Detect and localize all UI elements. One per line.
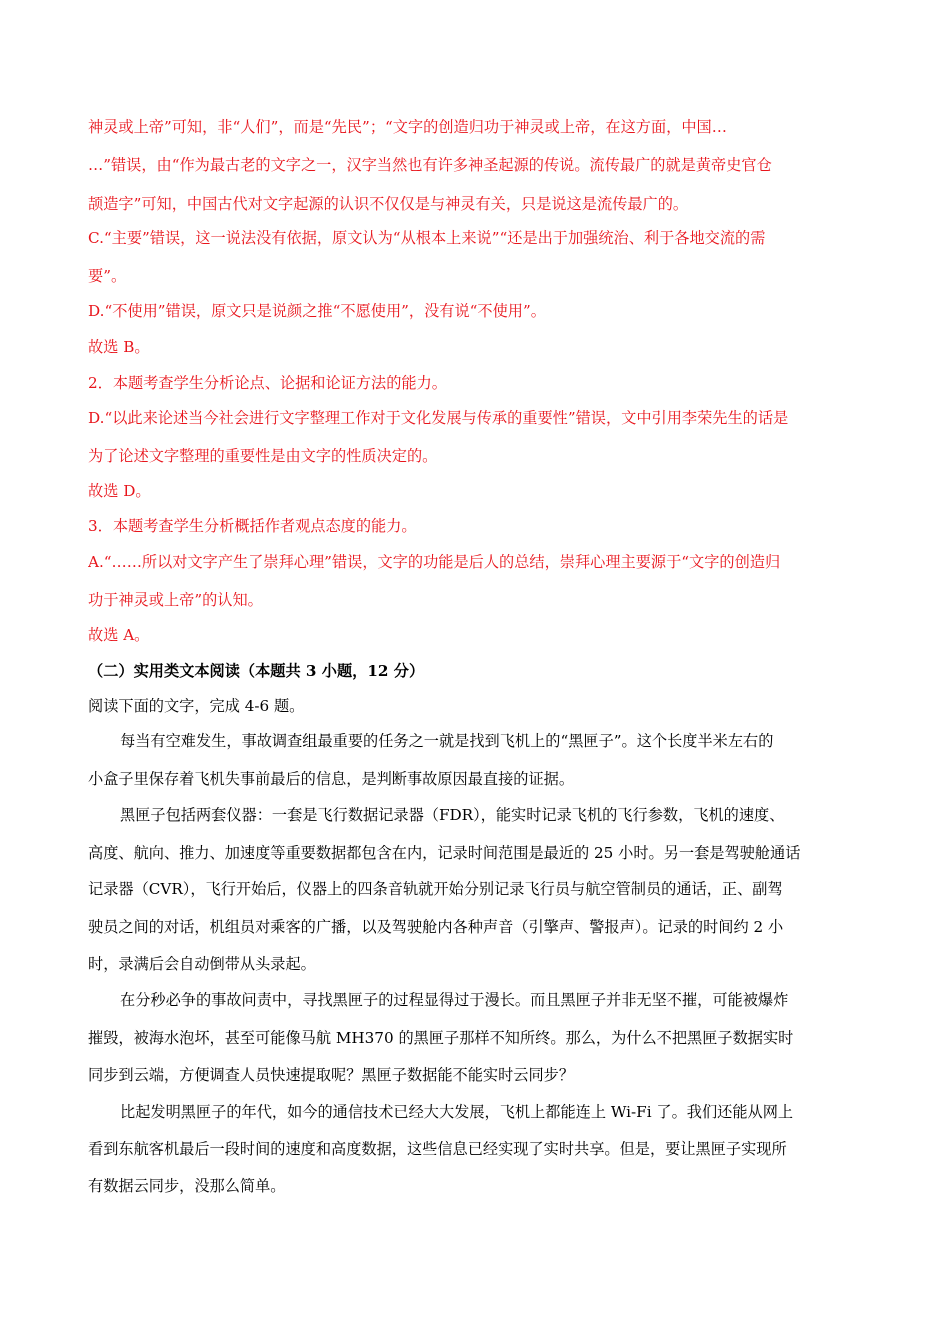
passage-line-3: 黑匣子包括两套仪器：一套是飞行数据记录器（FDR），能实时记录飞机的飞行参数，飞机的速度、 [120,806,785,824]
passage-line-10: 同步到云端，方便调查人员快速提取呢？黑匣子数据能不能实时云同步？ [88,1066,574,1084]
passage-line-2: 小盒子里保存着飞机失事前最后的信息，是判断事故原因最直接的证据。 [88,770,574,788]
answer-line-7: 故选 B。 [88,338,150,356]
answer-line-9: D.“以此来论述当今社会进行文字整理工作对于文化发展与传承的重要性”错误，文中引用李荣先生的话是 [88,409,789,427]
answer-line-11: 故选 D。 [88,482,151,500]
section-instruction: 阅读下面的文字，完成 4-6 题。 [88,697,305,715]
answer-line-2: …”错误，由“作为最古老的文字之一，汉字当然也有许多神圣起源的传说。流传最广的就是黄帝史官仓 [88,156,772,174]
passage-line-13: 有数据云同步，没那么简单。 [88,1177,286,1195]
passage-line-12: 看到东航客机最后一段时间的速度和高度数据，这些信息已经实现了实时共享。但是，要让黑匣子实现所 [88,1140,787,1158]
passage-line-1: 每当有空难发生，事故调查组最重要的任务之一就是找到飞机上的“黑匣子”。这个长度半米左右的 [120,732,774,750]
answer-line-15: 故选 A。 [88,626,150,644]
answer-line-1: 神灵或上帝”可知，非“人们”，而是“先民”；“文字的创造归功于神灵或上帝，在这方面，中国… [88,118,727,136]
passage-line-11: 比起发明黑匣子的年代，如今的通信技术已经大大发展，飞机上都能连上 Wi-Fi 了。我们还能从网上 [120,1103,794,1121]
passage-line-9: 摧毁，被海水泡坏，甚至可能像马航 MH370 的黑匣子那样不知所终。那么，为什么不把黑匣子数据实时 [88,1029,794,1047]
answer-line-10: 为了论述文字整理的重要性是由文字的性质决定的。 [88,447,438,465]
passage-line-5: 记录器（CVR），飞行开始后，仪器上的四条音轨就开始分别记录飞行员与航空管制员的通话，正、副驾 [88,880,783,898]
section-heading: （二）实用类文本阅读（本题共 3 小题，12 分） [88,662,425,680]
answer-line-6: D.“不使用”错误，原文只是说颜之推“不愿使用”，没有说“不使用”。 [88,302,546,320]
answer-line-3: 颉造字”可知，中国古代对文字起源的认识不仅仅是与神灵有关，只是说这是流传最广的。 [88,195,689,213]
answer-line-12: 3．本题考查学生分析概括作者观点态度的能力。 [88,517,417,535]
answer-line-13: A.“……所以对文字产生了崇拜心理”错误，文字的功能是后人的总结，崇拜心理主要源于“文字的创造归 [88,553,781,571]
passage-line-7: 时，录满后会自动倒带从头录起。 [88,955,316,973]
answer-line-8: 2．本题考查学生分析论点、论据和论证方法的能力。 [88,374,447,392]
passage-line-6: 驶员之间的对话，机组员对乘客的广播，以及驾驶舱内各种声音（引擎声、警报声）。记录的时间约 2 小 [88,918,784,936]
answer-line-14: 功于神灵或上帝”的认知。 [88,591,263,609]
answer-line-5: 要”。 [88,267,127,285]
answer-line-4: C.“主要”错误，这一说法没有依据，原文认为“从根本上来说”“还是出于加强统治、利于各地交流的需 [88,229,766,247]
passage-line-4: 高度、航向、推力、加速度等重要数据都包含在内，记录时间范围是最近的 25 小时。另一套是驾驶舱通话 [88,844,801,862]
passage-line-8: 在分秒必争的事故问责中，寻找黑匣子的过程显得过于漫长。而且黑匣子并非无坚不摧，可能被爆炸 [120,991,789,1009]
